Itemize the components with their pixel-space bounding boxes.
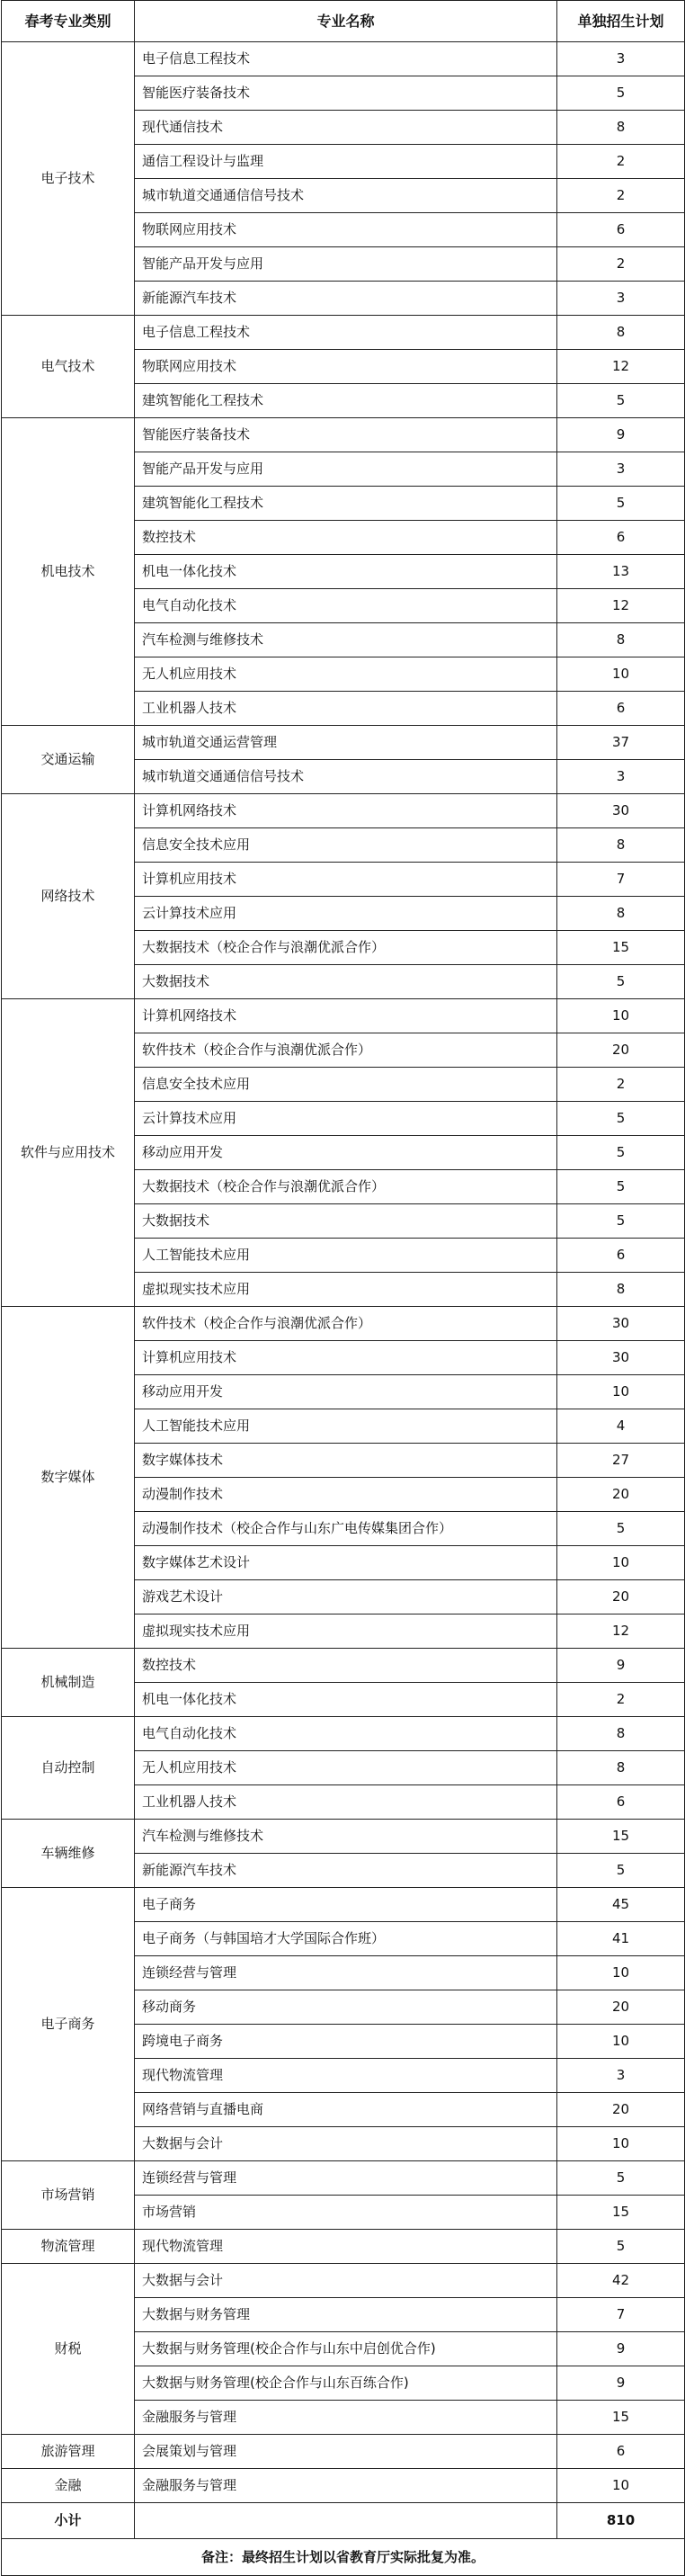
count-cell: 6 (557, 692, 685, 726)
major-cell: 大数据技术 (135, 965, 557, 999)
major-cell: 信息安全技术应用 (135, 1068, 557, 1102)
count-cell: 9 (557, 418, 685, 452)
subtotal-row (2, 2503, 685, 2539)
count-cell: 3 (557, 2059, 685, 2093)
table-row (2, 1649, 685, 1683)
major-cell: 计算机应用技术 (135, 1341, 557, 1375)
major-cell: 新能源汽车技术 (135, 1854, 557, 1888)
count-cell: 6 (557, 521, 685, 555)
note-text: 备注：最终招生计划以省教育厅实际批复为准。 (2, 2539, 685, 2576)
count-cell: 20 (557, 1990, 685, 2025)
count-cell: 20 (557, 1478, 685, 1512)
major-cell: 工业机器人技术 (135, 692, 557, 726)
major-cell: 现代物流管理 (135, 2059, 557, 2093)
major-cell: 软件技术（校企合作与浪潮优派合作） (135, 1033, 557, 1068)
header-major: 专业名称 (135, 1, 557, 42)
major-cell: 大数据技术（校企合作与浪潮优派合作） (135, 931, 557, 965)
category-cell: 机电技术 (2, 418, 135, 726)
count-cell: 10 (557, 1375, 685, 1409)
count-cell: 8 (557, 828, 685, 863)
count-cell: 5 (557, 2230, 685, 2264)
category-cell: 财税 (2, 2264, 135, 2435)
count-cell: 3 (557, 452, 685, 487)
major-cell: 跨境电子商务 (135, 2025, 557, 2059)
count-cell: 30 (557, 1341, 685, 1375)
major-cell: 动漫制作技术（校企合作与山东广电传媒集团合作） (135, 1512, 557, 1546)
category-cell: 电子商务 (2, 1888, 135, 2161)
count-cell: 6 (557, 1785, 685, 1820)
category-cell: 车辆维修 (2, 1820, 135, 1888)
table-row (2, 999, 685, 1033)
major-cell: 通信工程设计与监理 (135, 145, 557, 179)
table-body (2, 42, 685, 2503)
header-category: 春考专业类别 (2, 1, 135, 42)
major-cell: 现代通信技术 (135, 111, 557, 145)
count-cell: 2 (557, 247, 685, 282)
count-cell: 6 (557, 213, 685, 247)
major-cell: 电子信息工程技术 (135, 316, 557, 350)
major-cell: 移动应用开发 (135, 1375, 557, 1409)
count-cell: 37 (557, 726, 685, 760)
count-cell: 8 (557, 1717, 685, 1751)
count-cell: 7 (557, 863, 685, 897)
category-cell: 软件与应用技术 (2, 999, 135, 1307)
major-cell: 物联网应用技术 (135, 213, 557, 247)
category-cell: 电气技术 (2, 316, 135, 418)
major-cell: 智能医疗装备技术 (135, 76, 557, 111)
major-cell: 云计算技术应用 (135, 1102, 557, 1136)
count-cell: 3 (557, 42, 685, 76)
count-cell: 5 (557, 1136, 685, 1170)
count-cell: 15 (557, 1820, 685, 1854)
table-row (2, 794, 685, 828)
major-cell: 机电一体化技术 (135, 555, 557, 589)
major-cell: 金融服务与管理 (135, 2401, 557, 2435)
table-row (2, 1307, 685, 1341)
major-cell: 电子信息工程技术 (135, 42, 557, 76)
count-cell: 15 (557, 2401, 685, 2435)
major-cell: 虚拟现实技术应用 (135, 1273, 557, 1307)
count-cell: 12 (557, 350, 685, 384)
count-cell: 2 (557, 145, 685, 179)
table-row (2, 1820, 685, 1854)
table-header (2, 1, 685, 42)
major-cell: 数控技术 (135, 521, 557, 555)
table-row (2, 726, 685, 760)
subtotal-label: 小计 (2, 2503, 135, 2539)
count-cell: 2 (557, 179, 685, 213)
major-cell: 计算机网络技术 (135, 794, 557, 828)
subtotal-value: 810 (557, 2503, 685, 2539)
count-cell: 10 (557, 2127, 685, 2161)
count-cell: 15 (557, 931, 685, 965)
count-cell: 5 (557, 487, 685, 521)
major-cell: 机电一体化技术 (135, 1683, 557, 1717)
count-cell: 10 (557, 1956, 685, 1990)
major-cell: 大数据与财务管理(校企合作与山东中启创优合作) (135, 2332, 557, 2366)
count-cell: 5 (557, 1204, 685, 1239)
count-cell: 27 (557, 1444, 685, 1478)
count-cell: 5 (557, 1102, 685, 1136)
count-cell: 42 (557, 2264, 685, 2298)
major-cell: 智能医疗装备技术 (135, 418, 557, 452)
count-cell: 5 (557, 1170, 685, 1204)
count-cell: 3 (557, 282, 685, 316)
count-cell: 3 (557, 760, 685, 794)
category-cell: 自动控制 (2, 1717, 135, 1820)
count-cell: 10 (557, 1546, 685, 1580)
count-cell: 8 (557, 1751, 685, 1785)
count-cell: 5 (557, 76, 685, 111)
table-row (2, 42, 685, 76)
count-cell: 45 (557, 1888, 685, 1922)
major-cell: 云计算技术应用 (135, 897, 557, 931)
major-cell: 数字媒体艺术设计 (135, 1546, 557, 1580)
header-count: 单独招生计划 (557, 1, 685, 42)
major-cell: 动漫制作技术 (135, 1478, 557, 1512)
count-cell: 6 (557, 2435, 685, 2469)
major-cell: 大数据技术 (135, 1204, 557, 1239)
count-cell: 8 (557, 1273, 685, 1307)
major-cell: 城市轨道交通通信信号技术 (135, 179, 557, 213)
major-cell: 智能产品开发与应用 (135, 452, 557, 487)
category-cell: 金融 (2, 2469, 135, 2503)
subtotal-empty (135, 2503, 557, 2539)
major-cell: 数控技术 (135, 1649, 557, 1683)
category-cell: 物流管理 (2, 2230, 135, 2264)
count-cell: 12 (557, 1614, 685, 1649)
count-cell: 4 (557, 1409, 685, 1444)
count-cell: 6 (557, 1239, 685, 1273)
category-cell: 市场营销 (2, 2161, 135, 2230)
major-cell: 物联网应用技术 (135, 350, 557, 384)
count-cell: 7 (557, 2298, 685, 2332)
major-cell: 无人机应用技术 (135, 657, 557, 692)
table-row (2, 2161, 685, 2196)
table-row (2, 1888, 685, 1922)
count-cell: 15 (557, 2196, 685, 2230)
category-cell: 电子技术 (2, 42, 135, 316)
count-cell: 5 (557, 1512, 685, 1546)
count-cell: 5 (557, 384, 685, 418)
table-row (2, 2435, 685, 2469)
count-cell: 20 (557, 2093, 685, 2127)
category-cell: 数字媒体 (2, 1307, 135, 1649)
table-row (2, 418, 685, 452)
count-cell: 10 (557, 2025, 685, 2059)
enrollment-plan-table (1, 0, 685, 2576)
count-cell: 9 (557, 2366, 685, 2401)
count-cell: 10 (557, 999, 685, 1033)
count-cell: 8 (557, 316, 685, 350)
count-cell: 41 (557, 1922, 685, 1956)
major-cell: 工业机器人技术 (135, 1785, 557, 1820)
category-cell: 机械制造 (2, 1649, 135, 1717)
count-cell: 9 (557, 1649, 685, 1683)
count-cell: 10 (557, 2469, 685, 2503)
major-cell: 电子商务 (135, 1888, 557, 1922)
count-cell: 13 (557, 555, 685, 589)
count-cell: 10 (557, 657, 685, 692)
major-cell: 城市轨道交通运营管理 (135, 726, 557, 760)
major-cell: 会展策划与管理 (135, 2435, 557, 2469)
count-cell: 8 (557, 897, 685, 931)
major-cell: 网络营销与直播电商 (135, 2093, 557, 2127)
major-cell: 移动商务 (135, 1990, 557, 2025)
count-cell: 20 (557, 1033, 685, 1068)
major-cell: 现代物流管理 (135, 2230, 557, 2264)
major-cell: 大数据与财务管理 (135, 2298, 557, 2332)
major-cell: 软件技术（校企合作与浪潮优派合作） (135, 1307, 557, 1341)
count-cell: 20 (557, 1580, 685, 1614)
major-cell: 城市轨道交通通信信号技术 (135, 760, 557, 794)
category-cell: 旅游管理 (2, 2435, 135, 2469)
major-cell: 连锁经营与管理 (135, 1956, 557, 1990)
table-footer (2, 2503, 685, 2576)
count-cell: 8 (557, 111, 685, 145)
major-cell: 人工智能技术应用 (135, 1239, 557, 1273)
count-cell: 2 (557, 1683, 685, 1717)
major-cell: 电子商务（与韩国培才大学国际合作班） (135, 1922, 557, 1956)
count-cell: 8 (557, 623, 685, 657)
count-cell: 5 (557, 1854, 685, 1888)
table-row (2, 1717, 685, 1751)
count-cell: 30 (557, 794, 685, 828)
table-row (2, 2469, 685, 2503)
category-cell: 交通运输 (2, 726, 135, 794)
major-cell: 大数据与财务管理(校企合作与山东百练合作) (135, 2366, 557, 2401)
count-cell: 5 (557, 2161, 685, 2196)
major-cell: 数字媒体技术 (135, 1444, 557, 1478)
major-cell: 计算机应用技术 (135, 863, 557, 897)
major-cell: 计算机网络技术 (135, 999, 557, 1033)
major-cell: 建筑智能化工程技术 (135, 384, 557, 418)
note-row (2, 2539, 685, 2576)
major-cell: 游戏艺术设计 (135, 1580, 557, 1614)
major-cell: 新能源汽车技术 (135, 282, 557, 316)
major-cell: 智能产品开发与应用 (135, 247, 557, 282)
category-cell: 网络技术 (2, 794, 135, 999)
count-cell: 2 (557, 1068, 685, 1102)
major-cell: 电气自动化技术 (135, 589, 557, 623)
major-cell: 信息安全技术应用 (135, 828, 557, 863)
table-row (2, 316, 685, 350)
table-row (2, 2230, 685, 2264)
count-cell: 30 (557, 1307, 685, 1341)
major-cell: 移动应用开发 (135, 1136, 557, 1170)
major-cell: 大数据与会计 (135, 2127, 557, 2161)
major-cell: 连锁经营与管理 (135, 2161, 557, 2196)
table-row (2, 2264, 685, 2298)
major-cell: 大数据技术（校企合作与浪潮优派合作） (135, 1170, 557, 1204)
major-cell: 虚拟现实技术应用 (135, 1614, 557, 1649)
major-cell: 电气自动化技术 (135, 1717, 557, 1751)
major-cell: 金融服务与管理 (135, 2469, 557, 2503)
major-cell: 人工智能技术应用 (135, 1409, 557, 1444)
major-cell: 无人机应用技术 (135, 1751, 557, 1785)
major-cell: 市场营销 (135, 2196, 557, 2230)
count-cell: 12 (557, 589, 685, 623)
count-cell: 9 (557, 2332, 685, 2366)
count-cell: 5 (557, 965, 685, 999)
major-cell: 汽车检测与维修技术 (135, 1820, 557, 1854)
major-cell: 建筑智能化工程技术 (135, 487, 557, 521)
major-cell: 大数据与会计 (135, 2264, 557, 2298)
major-cell: 汽车检测与维修技术 (135, 623, 557, 657)
